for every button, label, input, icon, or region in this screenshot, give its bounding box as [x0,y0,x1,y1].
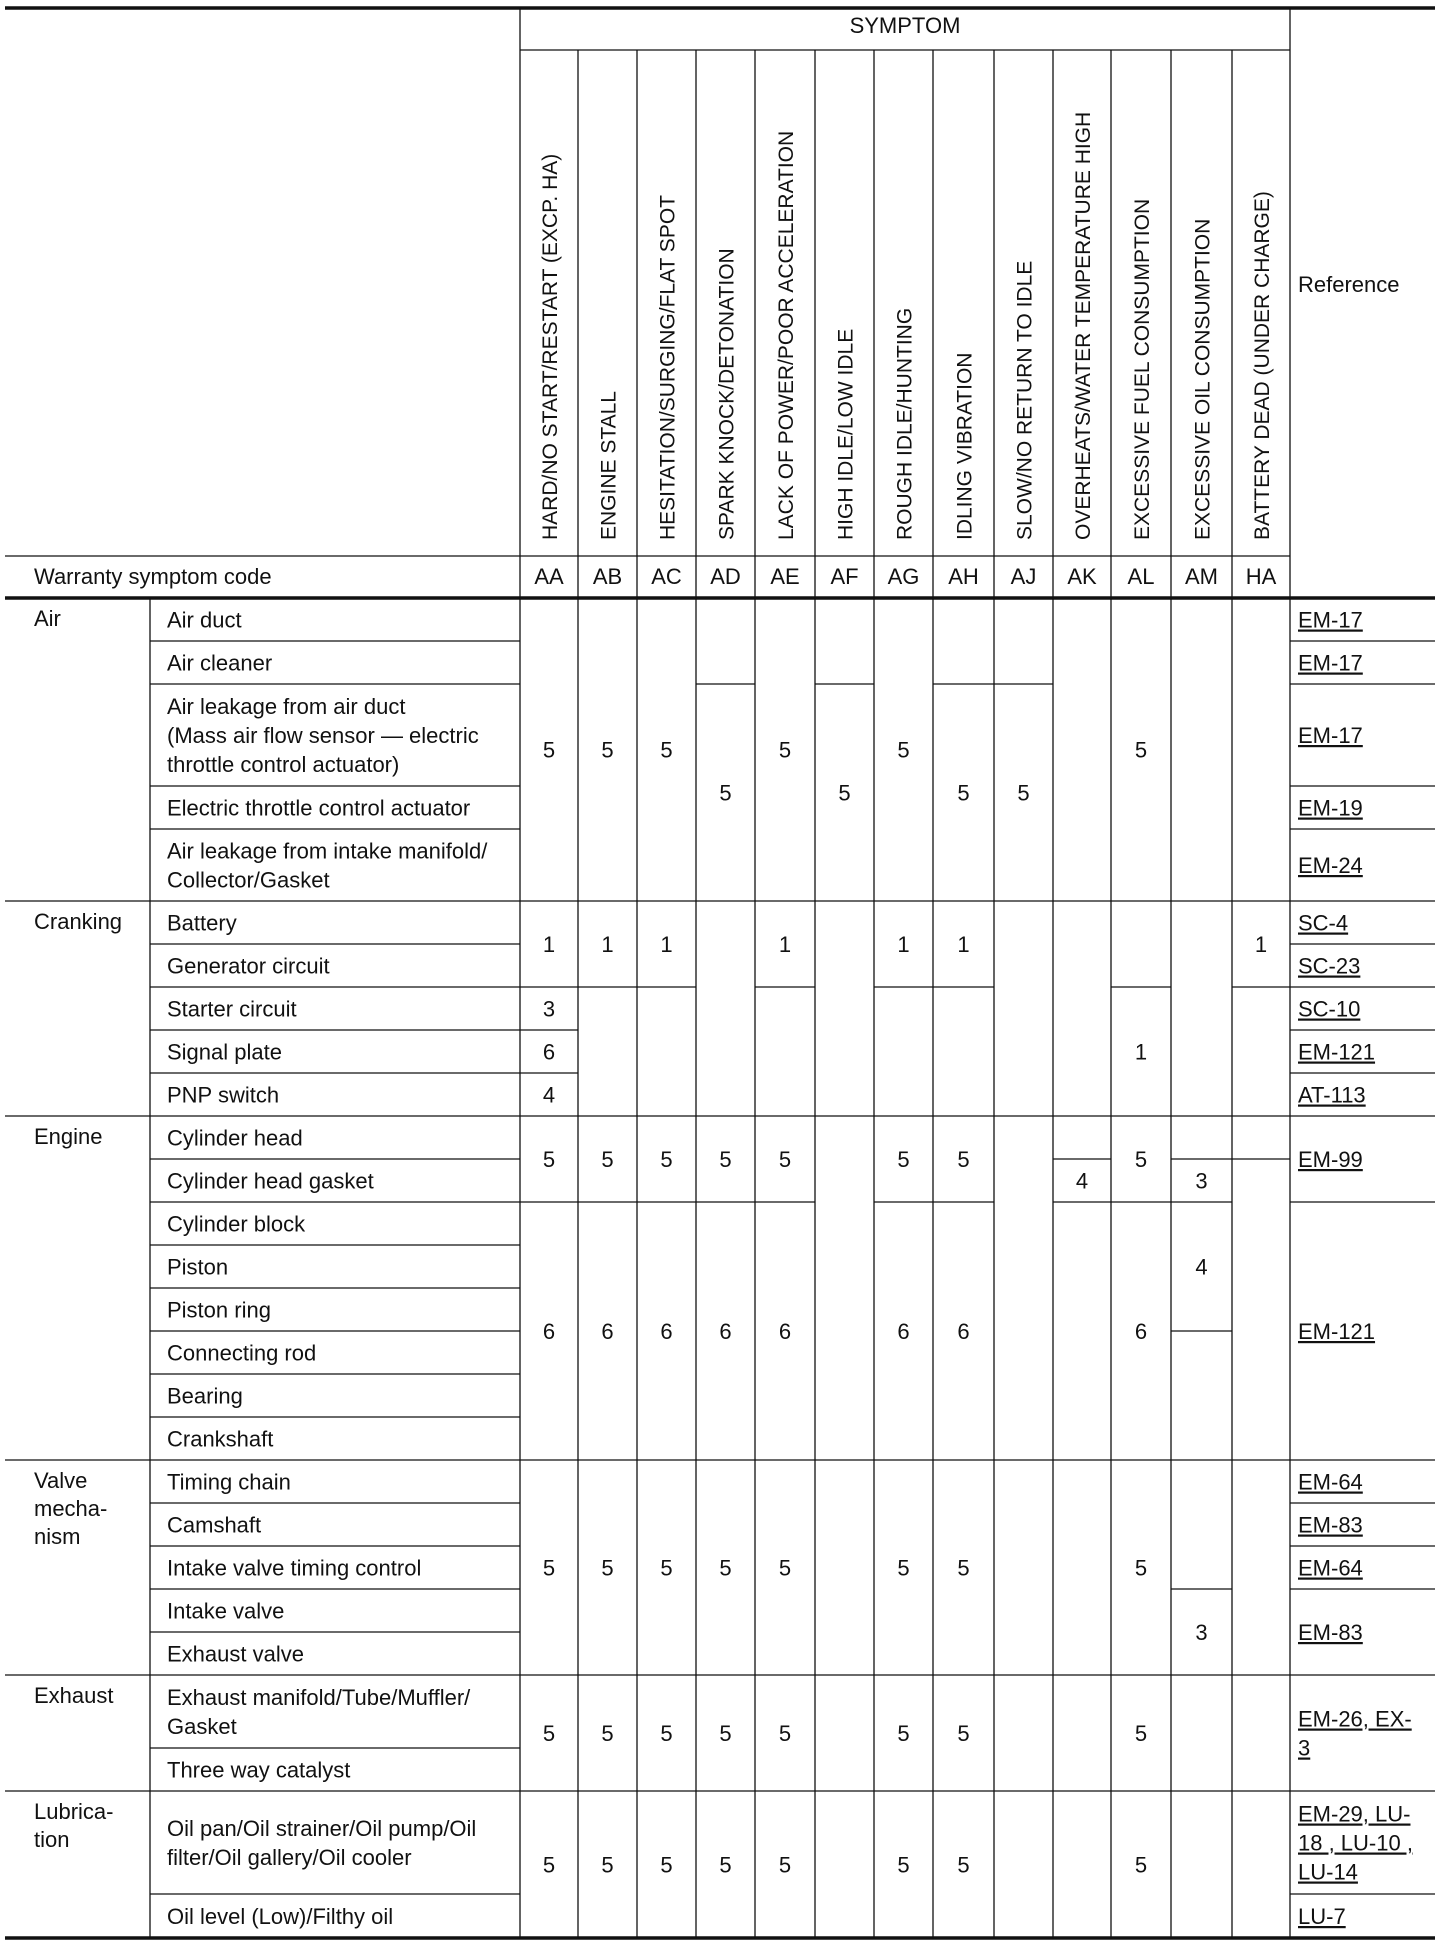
symptom-value: 5 [957,1721,970,1746]
symptom-value: 1 [660,932,673,957]
symptom-value: 3 [542,996,556,1022]
symptom-value: 5 [897,1852,910,1878]
symptom-code: AG [887,564,920,589]
reference-link[interactable]: 3 [1298,1735,1311,1761]
symptom-label: HIGH IDLE/LOW IDLE [834,328,858,540]
part-name: Connecting rod [167,1340,317,1366]
part-name: Oil pan/Oil strainer/Oil pump/Oil [167,1816,477,1841]
reference-link[interactable]: EM-17 [1298,723,1363,748]
part-name: Cylinder block [167,1211,306,1237]
symptom-value: 1 [957,932,970,957]
symptom-code: AF [830,564,859,589]
symptom-value: 4 [1075,1168,1089,1194]
symptom-value: 5 [660,1852,673,1878]
part-name: Piston [167,1254,229,1280]
symptom-value: 5 [601,1555,614,1581]
symptom-value: 5 [542,1852,556,1878]
symptom-code: AM [1185,564,1218,589]
reference-link[interactable]: EM-83 [1298,1512,1363,1538]
symptom-value: 5 [601,1721,614,1746]
part-name: Piston ring [167,1297,271,1323]
reference-link[interactable]: EM-64 [1298,1555,1363,1581]
warranty-label: Warranty symptom code [34,564,272,589]
symptom-value: 1 [1254,932,1268,957]
part-name: Air cleaner [167,650,273,676]
symptom-value: 5 [719,1147,732,1172]
symptom-value: 1 [778,932,792,957]
part-name: Starter circuit [167,996,297,1022]
symptom-value: 5 [778,1147,792,1172]
symptom-label: OVERHEATS/WATER TEMPERATURE HIGH [1072,111,1095,540]
symptom-value: 5 [778,737,792,763]
symptom-value: 6 [601,1319,614,1344]
symptom-value: 6 [542,1319,556,1344]
part-name: Three way catalyst [167,1757,351,1783]
part-name: Signal plate [167,1039,282,1065]
symptom-code: AA [534,564,564,589]
group-name: Valve [34,1468,88,1493]
part-name: filter/Oil gallery/Oil cooler [167,1845,412,1870]
reference-link[interactable]: AT-113 [1298,1082,1366,1108]
symptom-value: 5 [1017,780,1030,806]
part-name: Battery [167,910,237,936]
reference-link[interactable]: EM-29, LU- [1298,1801,1411,1827]
part-name: Electric throttle control actuator [167,795,471,821]
symptom-value: 5 [838,780,851,806]
part-name: Air leakage from intake manifold/ [167,838,488,864]
part-name: Cylinder head gasket [167,1168,374,1194]
symptom-value: 5 [778,1721,792,1746]
part-name: Crankshaft [167,1426,274,1452]
reference-header: Reference [1298,272,1400,297]
group-name: Cranking [34,909,123,934]
reference-link[interactable]: EM-83 [1298,1620,1363,1645]
symptom-code: AD [710,564,741,589]
reference-link[interactable]: EM-64 [1298,1469,1363,1495]
symptom-value: 5 [660,737,673,763]
part-name: Air leakage from air duct [167,694,406,719]
symptom-value: 1 [601,932,614,957]
reference-link[interactable]: EM-17 [1298,650,1363,676]
group-name: Exhaust [34,1683,114,1708]
part-name: Oil level (Low)/Filthy oil [167,1904,394,1929]
symptom-value: 1 [1134,1039,1148,1065]
symptom-code: AJ [1010,564,1037,589]
symptom-value: 5 [778,1852,792,1878]
reference-link[interactable]: LU-14 [1298,1859,1358,1885]
symptom-value: 5 [1134,737,1148,763]
symptom-value: 4 [542,1082,556,1108]
part-name: Timing chain [167,1469,291,1495]
reference-link[interactable]: EM-17 [1298,607,1363,633]
symptom-value: 6 [542,1039,556,1065]
symptom-label: SPARK KNOCK/DETONATION [715,248,739,540]
symptom-value: 5 [897,737,910,763]
part-name: Generator circuit [167,953,330,979]
group-name: Engine [34,1124,103,1149]
part-name: Intake valve timing control [167,1555,422,1581]
group-name: tion [34,1827,70,1852]
symptom-value: 5 [719,1721,732,1746]
reference-link[interactable]: EM-26, EX- [1298,1706,1412,1732]
symptom-value: 5 [1134,1852,1148,1878]
symptom-value: 5 [542,1555,556,1581]
symptom-value: 5 [542,1721,556,1746]
symptom-label: IDLING VIBRATION [953,352,977,540]
symptom-value: 5 [897,1147,910,1172]
part-name: PNP switch [167,1082,280,1108]
symptom-label: EXCESSIVE OIL CONSUMPTION [1191,218,1215,540]
symptom-value: 5 [542,1147,556,1172]
part-name: Collector/Gasket [167,867,330,893]
symptom-code: AL [1127,564,1155,589]
symptom-value: 5 [957,1852,970,1878]
symptom-label: HESITATION/SURGING/FLAT SPOT [656,195,680,540]
part-name: Exhaust manifold/Tube/Muffler/ [167,1685,471,1710]
symptom-value: 5 [957,780,970,806]
symptom-value: 1 [542,932,556,957]
part-name: throttle control actuator) [167,752,400,777]
symptom-code: AK [1067,564,1097,589]
symptom-value: 1 [897,932,910,957]
symptom-value: 4 [1195,1254,1208,1280]
symptom-value: 5 [601,1147,614,1172]
symptom-value: 5 [1134,1147,1148,1172]
symptom-label: HARD/NO START/RESTART (EXCP. HA) [539,153,562,540]
symptom-value: 5 [660,1555,673,1581]
part-name: Cylinder head [167,1125,303,1151]
symptom-value: 5 [1134,1721,1148,1746]
symptom-value: 3 [1195,1168,1208,1194]
reference-link[interactable]: 18 , LU-10 , [1298,1830,1413,1856]
symptom-value: 6 [897,1319,910,1344]
symptom-value: 5 [719,1555,732,1581]
symptom-value: 6 [719,1319,732,1344]
reference-link[interactable]: SC-4 [1298,910,1349,936]
symptom-label: ENGINE STALL [597,391,621,540]
part-name: Intake valve [167,1598,285,1624]
symptom-code: AE [770,564,800,589]
symptom-label: LACK OF POWER/POOR ACCELERATION [775,130,798,540]
symptom-value: 6 [660,1319,673,1344]
symptom-code: HA [1245,564,1277,589]
symptom-header: SYMPTOM [849,13,961,38]
symptom-value: 5 [542,737,556,763]
reference-link[interactable]: EM-19 [1298,795,1363,821]
part-name: Bearing [167,1383,243,1409]
part-name: Camshaft [167,1512,262,1538]
symptom-label: SLOW/NO RETURN TO IDLE [1013,260,1037,540]
reference-link[interactable]: EM-121 [1298,1319,1376,1344]
symptom-value: 5 [1134,1555,1148,1581]
reference-link[interactable]: EM-121 [1298,1039,1376,1065]
symptom-value: 5 [957,1147,970,1172]
part-name: (Mass air flow sensor — electric [167,723,479,748]
group-name: nism [34,1524,81,1549]
reference-link[interactable]: SC-23 [1298,953,1361,979]
part-name: Exhaust valve [167,1641,304,1667]
symptom-value: 3 [1195,1620,1208,1645]
symptom-code: AH [948,564,979,589]
symptom-value: 5 [601,737,614,763]
reference-link[interactable]: EM-99 [1298,1147,1363,1172]
symptom-label: BATTERY DEAD (UNDER CHARGE) [1251,191,1274,540]
symptom-label: ROUGH IDLE/HUNTING [893,307,917,540]
part-name: Air duct [167,607,242,633]
symptom-value: 5 [957,1555,970,1581]
group-name: Air [34,606,61,631]
symptom-code: AC [651,564,682,589]
symptom-code: AB [592,564,623,589]
symptom-value: 6 [778,1319,792,1344]
symptom-value: 5 [719,1852,732,1878]
reference-link[interactable]: LU-7 [1298,1904,1346,1929]
group-name: mecha- [34,1496,108,1521]
symptom-value: 6 [957,1319,970,1344]
symptom-value: 5 [601,1852,614,1878]
group-name: Lubrica- [34,1799,114,1824]
symptom-value: 5 [719,780,732,806]
symptom-value: 5 [660,1721,673,1746]
symptom-value: 5 [660,1147,673,1172]
symptom-value: 5 [778,1555,792,1581]
part-name: Gasket [167,1714,237,1739]
reference-link[interactable]: EM-24 [1298,853,1363,878]
symptom-value: 5 [897,1721,910,1746]
symptom-value: 6 [1134,1319,1148,1344]
symptom-label: EXCESSIVE FUEL CONSUMPTION [1131,198,1154,540]
symptom-value: 5 [897,1555,910,1581]
reference-link[interactable]: SC-10 [1298,996,1361,1022]
